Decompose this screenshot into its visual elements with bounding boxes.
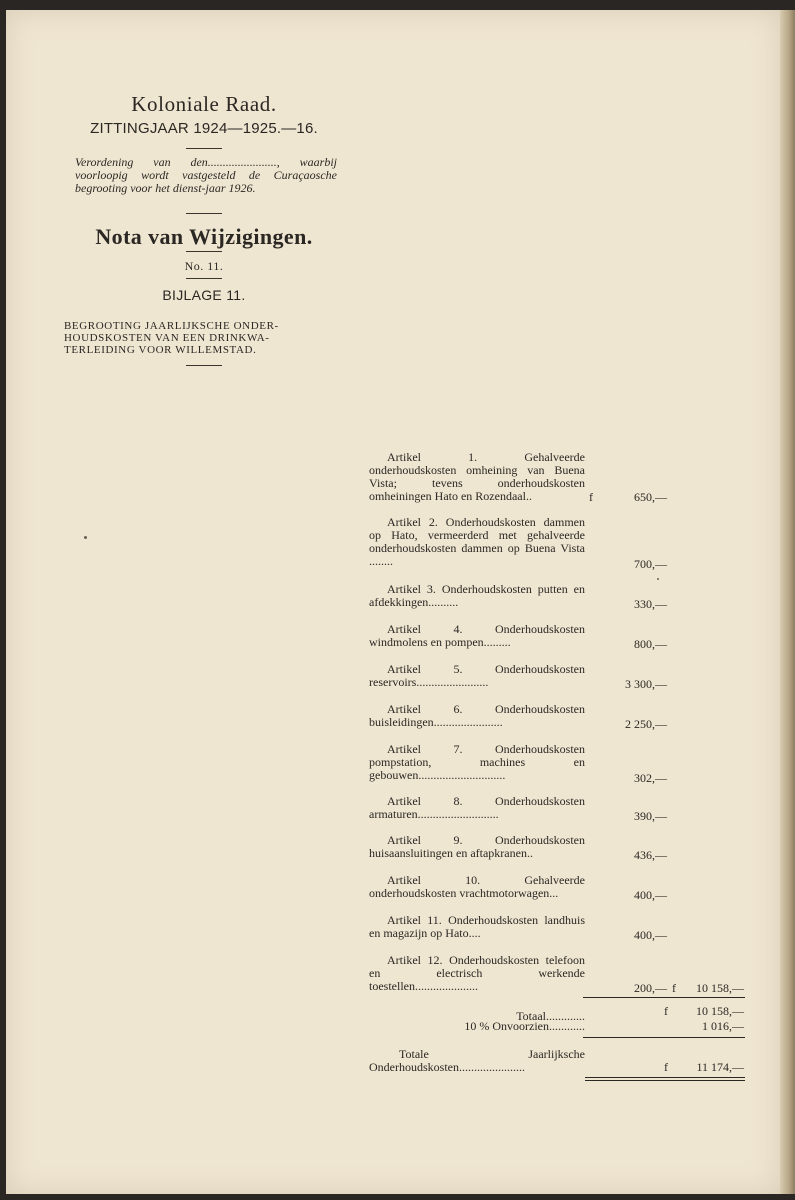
article-6 — [369, 703, 585, 729]
article-label: Artikel 1. — [387, 450, 478, 464]
article-8 — [369, 795, 585, 821]
article-text: Onderhoudskosten buisleidingen....................... — [369, 702, 585, 729]
article-amount: 400,— — [634, 888, 667, 902]
article-label: Artikel 6. — [387, 702, 463, 716]
article-amount: 302,— — [634, 771, 667, 785]
annual-total-value: 11 174,— — [696, 1060, 744, 1074]
article-text: Gehalveerde onderhoudskosten omheining van Buena Vista; tevens onderhoudskosten omheiningen Hato en Rozendaal.. — [369, 450, 585, 503]
divider — [186, 148, 222, 149]
article-text: Onderhoudskosten telefoon en electrisch werkende toestellen..................... — [369, 953, 585, 993]
sum-rule — [583, 997, 745, 998]
council-heading: Koloniale Raad. — [131, 92, 277, 116]
contingency-value: 1 016,— — [702, 1019, 744, 1033]
document-title: Nota van Wijzigingen. — [95, 224, 313, 249]
article-amount: 400,— — [634, 928, 667, 942]
article-label: Artikel 12. — [387, 953, 443, 967]
annual-label-text: Totale Jaarlijksche Onderhoudskosten...................... — [369, 1047, 585, 1074]
article-amount: 3 300,— — [625, 677, 667, 691]
double-rule-top — [585, 1077, 745, 1078]
subtotal-currency: f — [672, 981, 676, 995]
ordinance-text: Verordening van den......................., waarbij voorloopig wordt vastgesteld de Curaçaosche begrooting voor het dienst-jaar 1926. — [75, 155, 337, 195]
article-label: Artikel 11. — [387, 913, 442, 927]
divider — [186, 251, 222, 252]
session-line: ZITTINGJAAR 1924—1925.—16. — [90, 120, 318, 137]
appendix-heading: BIJLAGE 11. — [162, 287, 246, 303]
divider — [186, 278, 222, 279]
article-5 — [369, 663, 585, 689]
annual-total-label — [369, 1048, 585, 1074]
article-4 — [369, 623, 585, 649]
sum-rule — [583, 1037, 745, 1038]
article-amount: 2 250,— — [625, 717, 667, 731]
article-2 — [369, 516, 585, 568]
article-text: Onderhoudskosten dammen op Hato, vermeerderd met gehalveerde onderhoudskosten dammen op Buena Vista ........ — [369, 515, 586, 568]
document-number: No. 11. — [184, 259, 224, 273]
speck — [84, 536, 87, 539]
article-amount: 650,— — [634, 490, 667, 504]
article-text: Onderhoudskosten armaturen........................... — [369, 794, 585, 821]
article-label: Artikel 3. — [387, 582, 436, 596]
divider — [186, 365, 222, 366]
speck — [657, 578, 659, 580]
article-label: Artikel 10. — [387, 873, 481, 887]
article-text: Onderhoudskosten landhuis en magazijn op Hato.... — [369, 913, 585, 940]
article-amount: 390,— — [634, 809, 667, 823]
article-12 — [369, 954, 585, 993]
article-10 — [369, 874, 585, 900]
divider — [186, 213, 222, 214]
article-label: Artikel 8. — [387, 794, 463, 808]
contingency-label: 10 % Onvoorzien............ — [464, 1019, 585, 1033]
total-currency: f — [664, 1004, 668, 1018]
article-text: Gehalveerde onderhoudskosten vrachtmotorwagen... — [369, 873, 585, 900]
total-label: Totaal............. — [516, 1009, 585, 1023]
article-9 — [369, 834, 585, 860]
article-11 — [369, 914, 585, 940]
article-amount: 700,— — [634, 557, 667, 571]
article-amount: 800,— — [634, 637, 667, 651]
total-value: 10 158,— — [696, 1004, 744, 1018]
subtotal-amount: 10 158,— — [696, 981, 744, 995]
article-7 — [369, 743, 585, 782]
article-text: Onderhoudskosten putten en afdekkingen.......... — [369, 582, 585, 609]
article-label: Artikel 2. — [387, 515, 438, 529]
article-text: Onderhoudskosten pompstation, machines en gebouwen............................. — [369, 742, 585, 782]
article-text: Onderhoudskosten reservoirs........................ — [369, 662, 585, 689]
article-label: Artikel 5. — [387, 662, 463, 676]
article-1 — [369, 451, 585, 503]
budget-subject: BEGROOTING JAARLIJKSCHE ONDER-HOUDSKOSTEN VAN EEN DRINKWA-TERLEIDING VOOR WILLEMSTAD. — [64, 320, 279, 356]
article-amount: 330,— — [634, 597, 667, 611]
page-edge — [780, 10, 795, 1194]
double-rule-bottom — [585, 1080, 745, 1081]
article-label: Artikel 4. — [387, 622, 463, 636]
article-3 — [369, 583, 585, 609]
annual-currency: f — [664, 1060, 668, 1074]
article-amount: 200,— — [634, 981, 667, 995]
article-text: Onderhoudskosten windmolens en pompen......... — [369, 622, 585, 649]
currency-mark: f — [589, 490, 593, 504]
article-text: Onderhoudskosten huisaansluitingen en aftapkranen.. — [369, 833, 585, 860]
article-label: Artikel 9. — [387, 833, 463, 847]
article-label: Artikel 7. — [387, 742, 463, 756]
article-amount: 436,— — [634, 848, 667, 862]
